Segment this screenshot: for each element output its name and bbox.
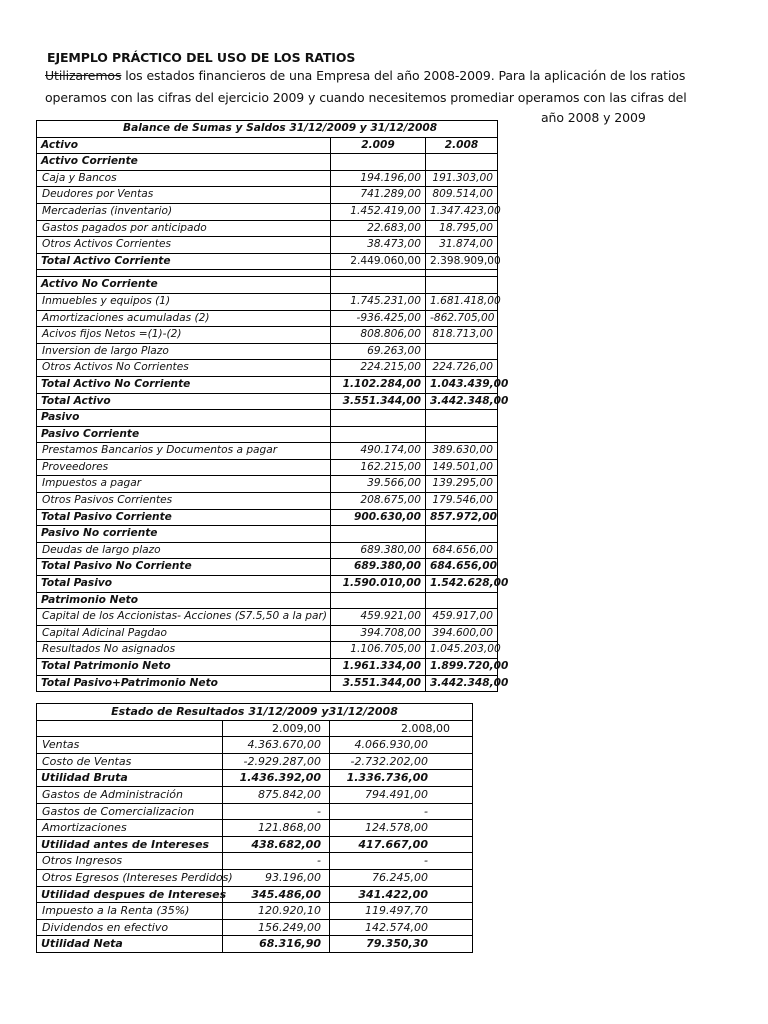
balance-value-2008: 389.630,00 — [426, 443, 498, 460]
balance-value-2009: 2.449.060,00 — [331, 253, 426, 270]
balance-value-2009: 3.551.344,00 — [331, 675, 426, 692]
results-row-label: Otros Ingresos — [37, 853, 223, 870]
results-value-2008: 142.574,00 — [330, 919, 473, 936]
balance-title: Balance de Sumas y Saldos 31/12/2009 y 31/12/2008 — [37, 121, 498, 138]
balance-header-row — [37, 137, 498, 154]
balance-row — [37, 360, 498, 377]
balance-row — [37, 493, 498, 510]
results-value-2008: - — [330, 853, 473, 870]
balance-row — [37, 576, 498, 593]
balance-row-label: Inmuebles y equipos (1) — [37, 293, 331, 310]
balance-row — [37, 443, 498, 460]
balance-row — [37, 277, 498, 294]
balance-value-2009: 741.289,00 — [331, 187, 426, 204]
results-header-blank — [37, 720, 223, 737]
balance-value-2008: 179.546,00 — [426, 493, 498, 510]
balance-row-label: Total Activo No Corriente — [37, 376, 331, 393]
balance-row-label: Capital Adicinal Pagdao — [37, 625, 331, 642]
balance-row-label: Acivos fijos Netos =(1)-(2) — [37, 327, 331, 344]
balance-row — [37, 376, 498, 393]
document-title: EJEMPLO PRÁCTICO DEL USO DE LOS RATIOS — [47, 50, 356, 65]
balance-value-2009 — [331, 592, 426, 609]
results-value-2009: 121.868,00 — [223, 820, 330, 837]
balance-row — [37, 270, 498, 277]
balance-value-2008: 191.303,00 — [426, 170, 498, 187]
results-row-label: Utilidad Bruta — [37, 770, 223, 787]
balance-value-2009: 689.380,00 — [331, 542, 426, 559]
results-value-2008: 124.578,00 — [330, 820, 473, 837]
balance-row-label: Caja y Bancos — [37, 170, 331, 187]
balance-row — [37, 170, 498, 187]
balance-value-2009: 39.566,00 — [331, 476, 426, 493]
results-value-2008: 4.066.930,00 — [330, 737, 473, 754]
balance-value-2009: -936.425,00 — [331, 310, 426, 327]
intro-line-1-text: los estados financieros de una Empresa del año 2008-2009. Para la aplicación de los ratios — [121, 68, 686, 83]
balance-value-2009: 208.675,00 — [331, 493, 426, 510]
results-value-2009: - — [223, 853, 330, 870]
results-value-2009: 438.682,00 — [223, 836, 330, 853]
balance-value-2009: 22.683,00 — [331, 220, 426, 237]
balance-row-label: Amortizaciones acumuladas (2) — [37, 310, 331, 327]
balance-header-2009: 2.009 — [331, 137, 426, 154]
results-value-2008: - — [330, 803, 473, 820]
balance-value-2009: 459.921,00 — [331, 609, 426, 626]
balance-row — [37, 625, 498, 642]
balance-value-2009: 224.215,00 — [331, 360, 426, 377]
balance-value-2008: -862.705,00 — [426, 310, 498, 327]
balance-value-2008 — [426, 526, 498, 543]
balance-value-2009: 3.551.344,00 — [331, 393, 426, 410]
results-title-row — [37, 704, 473, 721]
results-value-2008: 119.497,70 — [330, 903, 473, 920]
results-value-2008: 341.422,00 — [330, 886, 473, 903]
balance-row-label: Total Pasivo Corriente — [37, 509, 331, 526]
balance-value-2009: 1.961.334,00 — [331, 659, 426, 676]
balance-row-label: Activo No Corriente — [37, 277, 331, 294]
balance-row — [37, 237, 498, 254]
results-row-label: Impuesto a la Renta (35%) — [37, 903, 223, 920]
balance-value-2009: 394.708,00 — [331, 625, 426, 642]
results-row-label: Utilidad antes de Intereses — [37, 836, 223, 853]
balance-row-label: Impuestos a pagar — [37, 476, 331, 493]
balance-value-2008: 1.899.720,00 — [426, 659, 498, 676]
balance-value-2009 — [331, 154, 426, 171]
balance-value-2008: 1.681.418,00 — [426, 293, 498, 310]
results-value-2008: -2.732.202,00 — [330, 753, 473, 770]
balance-value-2008: 3.442.348,00 — [426, 675, 498, 692]
balance-row-label: Pasivo — [37, 410, 331, 427]
results-row — [37, 820, 473, 837]
results-value-2009: -2.929.287,00 — [223, 753, 330, 770]
balance-value-2009: 490.174,00 — [331, 443, 426, 460]
intro-line-3: año 2008 y 2009 — [541, 110, 646, 125]
balance-row — [37, 642, 498, 659]
balance-value-2008: 1.043.439,00 — [426, 376, 498, 393]
balance-row-label: Resultados No asignados — [37, 642, 331, 659]
balance-row-label: Otros Pasivos Corrientes — [37, 493, 331, 510]
balance-value-2009: 38.473,00 — [331, 237, 426, 254]
results-title: Estado de Resultados 31/12/2009 y31/12/2008 — [37, 704, 473, 721]
results-value-2008: 1.336.736,00 — [330, 770, 473, 787]
balance-value-2008: 1.045.203,00 — [426, 642, 498, 659]
balance-row-label: Gastos pagados por anticipado — [37, 220, 331, 237]
results-header-row — [37, 720, 473, 737]
balance-value-2008: 149.501,00 — [426, 459, 498, 476]
balance-value-2008: 809.514,00 — [426, 187, 498, 204]
balance-value-2008: 1.347.423,00 — [426, 203, 498, 220]
balance-row-label: Pasivo Corriente — [37, 426, 331, 443]
balance-value-2008 — [426, 343, 498, 360]
balance-value-2008 — [426, 592, 498, 609]
results-row-label: Costo de Ventas — [37, 753, 223, 770]
results-value-2009: - — [223, 803, 330, 820]
balance-row — [37, 187, 498, 204]
balance-value-2009: 689.380,00 — [331, 559, 426, 576]
results-value-2009: 345.486,00 — [223, 886, 330, 903]
results-row — [37, 786, 473, 803]
results-row — [37, 803, 473, 820]
results-row — [37, 869, 473, 886]
results-row — [37, 936, 473, 953]
results-row-label: Utilidad despues de Intereses — [37, 886, 223, 903]
balance-value-2009: 1.590.010,00 — [331, 576, 426, 593]
intro-line-2: operamos con las cifras del ejercicio 2009 y cuando necesitemos promediar operamos con las cifras del — [45, 90, 687, 105]
balance-value-2008: 18.795,00 — [426, 220, 498, 237]
balance-row-label: Patrimonio Neto — [37, 592, 331, 609]
balance-row-label: Pasivo No corriente — [37, 526, 331, 543]
balance-row-label: Total Patrimonio Neto — [37, 659, 331, 676]
balance-value-2008 — [426, 410, 498, 427]
balance-row-label: Otros Activos Corrientes — [37, 237, 331, 254]
balance-header-2008: 2.008 — [426, 137, 498, 154]
balance-value-2008: 3.442.348,00 — [426, 393, 498, 410]
balance-value-2008: 459.917,00 — [426, 609, 498, 626]
results-value-2008: 76.245,00 — [330, 869, 473, 886]
results-row — [37, 836, 473, 853]
results-row — [37, 737, 473, 754]
balance-value-2008: 394.600,00 — [426, 625, 498, 642]
results-row-label: Otros Egresos (Intereses Perdidos) — [37, 869, 223, 886]
balance-row-label: Capital de los Accionistas- Acciones (S7.5,50 a la par) — [37, 609, 331, 626]
balance-value-2008 — [426, 426, 498, 443]
results-row — [37, 753, 473, 770]
results-value-2009: 1.436.392,00 — [223, 770, 330, 787]
results-row-label: Amortizaciones — [37, 820, 223, 837]
balance-value-2008 — [426, 277, 498, 294]
results-row — [37, 919, 473, 936]
balance-value-2009: 194.196,00 — [331, 170, 426, 187]
income-statement-table — [36, 703, 473, 953]
balance-value-2009: 162.215,00 — [331, 459, 426, 476]
balance-row-label: Otros Activos No Corrientes — [37, 360, 331, 377]
balance-value-2008: 2.398.909,00 — [426, 253, 498, 270]
results-value-2008: 417.667,00 — [330, 836, 473, 853]
balance-value-2008: 684.656,00 — [426, 542, 498, 559]
balance-row-label: Deudores por Ventas — [37, 187, 331, 204]
balance-row-label: Mercaderias (inventario) — [37, 203, 331, 220]
results-row — [37, 903, 473, 920]
balance-row — [37, 293, 498, 310]
balance-row — [37, 410, 498, 427]
balance-row — [37, 476, 498, 493]
balance-sheet-table — [36, 120, 509, 692]
results-row-label: Gastos de Comercializacion — [37, 803, 223, 820]
balance-row — [37, 426, 498, 443]
balance-value-2008: 224.726,00 — [426, 360, 498, 377]
results-row — [37, 770, 473, 787]
balance-row-label: Total Activo Corriente — [37, 253, 331, 270]
balance-row — [37, 459, 498, 476]
balance-row-label: Inversion de largo Plazo — [37, 343, 331, 360]
balance-value-2009: 1.745.231,00 — [331, 293, 426, 310]
balance-title-row — [37, 121, 498, 138]
balance-row-label — [37, 270, 331, 277]
balance-value-2008: 684.656,00 — [426, 559, 498, 576]
balance-row — [37, 559, 498, 576]
balance-value-2008 — [426, 270, 498, 277]
results-row-label: Ventas — [37, 737, 223, 754]
balance-value-2008 — [426, 154, 498, 171]
balance-row-label: Total Pasivo — [37, 576, 331, 593]
results-value-2009: 68.316,90 — [223, 936, 330, 953]
strikethrough-word: Utilizaremos — [45, 68, 122, 83]
results-value-2009: 120.920,10 — [223, 903, 330, 920]
balance-row-label: Total Pasivo+Patrimonio Neto — [37, 675, 331, 692]
balance-row — [37, 154, 498, 171]
results-header-2009: 2.009,00 — [223, 720, 330, 737]
balance-row — [37, 310, 498, 327]
balance-row-label: Deudas de largo plazo — [37, 542, 331, 559]
balance-row — [37, 592, 498, 609]
balance-row-label: Activo Corriente — [37, 154, 331, 171]
results-value-2009: 93.196,00 — [223, 869, 330, 886]
balance-value-2009: 1.102.284,00 — [331, 376, 426, 393]
balance-value-2009 — [331, 277, 426, 294]
results-row — [37, 853, 473, 870]
balance-value-2008: 857.972,00 — [426, 509, 498, 526]
balance-row — [37, 675, 498, 692]
balance-row — [37, 526, 498, 543]
balance-row — [37, 253, 498, 270]
balance-row-label: Total Pasivo No Corriente — [37, 559, 331, 576]
balance-value-2008: 31.874,00 — [426, 237, 498, 254]
balance-row — [37, 659, 498, 676]
balance-row — [37, 220, 498, 237]
results-header-2008: 2.008,00 — [330, 720, 473, 737]
balance-value-2009 — [331, 426, 426, 443]
results-value-2009: 4.363.670,00 — [223, 737, 330, 754]
balance-value-2009: 900.630,00 — [331, 509, 426, 526]
results-value-2008: 79.350,30 — [330, 936, 473, 953]
results-value-2009: 156.249,00 — [223, 919, 330, 936]
results-value-2008: 794.491,00 — [330, 786, 473, 803]
results-row-label: Gastos de Administración — [37, 786, 223, 803]
balance-value-2009: 1.452.419,00 — [331, 203, 426, 220]
results-row-label: Dividendos en efectivo — [37, 919, 223, 936]
results-row-label: Utilidad Neta — [37, 936, 223, 953]
balance-row-label: Proveedores — [37, 459, 331, 476]
balance-value-2008: 139.295,00 — [426, 476, 498, 493]
results-value-2009: 875.842,00 — [223, 786, 330, 803]
balance-row — [37, 542, 498, 559]
balance-row — [37, 343, 498, 360]
balance-value-2009 — [331, 410, 426, 427]
balance-row — [37, 393, 498, 410]
balance-row-label: Prestamos Bancarios y Documentos a pagar — [37, 443, 331, 460]
balance-row — [37, 609, 498, 626]
balance-row — [37, 203, 498, 220]
balance-value-2009 — [331, 270, 426, 277]
balance-row — [37, 327, 498, 344]
intro-line-1 — [45, 68, 685, 83]
balance-value-2008: 818.713,00 — [426, 327, 498, 344]
intro-text — [0, 0, 768, 130]
balance-row-label: Total Activo — [37, 393, 331, 410]
balance-value-2009: 1.106.705,00 — [331, 642, 426, 659]
balance-value-2009 — [331, 526, 426, 543]
balance-value-2009: 808.806,00 — [331, 327, 426, 344]
balance-row — [37, 509, 498, 526]
balance-header-label: Activo — [37, 137, 331, 154]
results-row — [37, 886, 473, 903]
balance-value-2009: 69.263,00 — [331, 343, 426, 360]
balance-value-2008: 1.542.628,00 — [426, 576, 498, 593]
